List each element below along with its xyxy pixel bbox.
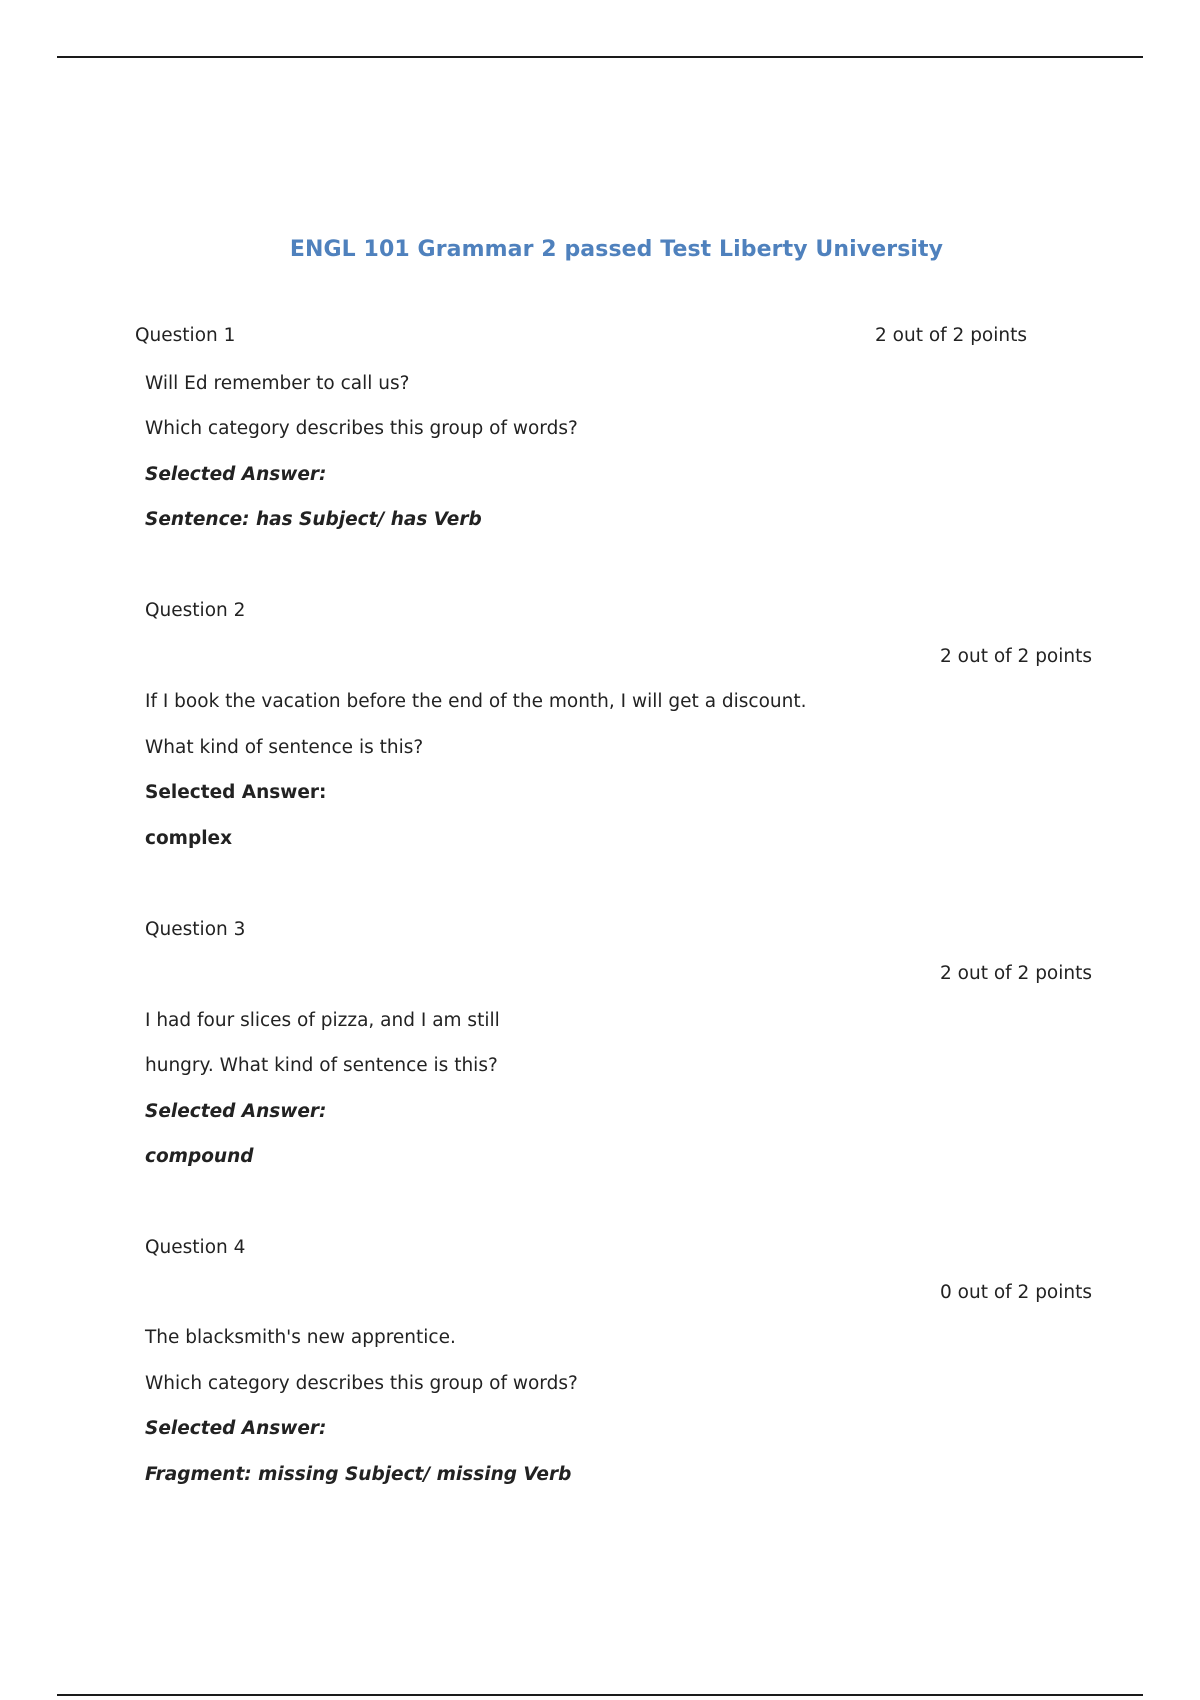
question-1-selected-answer: Sentence: has Subject/ has Verb xyxy=(145,509,482,530)
document-title: ENGL 101 Grammar 2 passed Test Liberty University xyxy=(289,237,944,262)
question-1-question: Which category describes this group of words? xyxy=(145,418,578,439)
question-1-selected-label: Selected Answer: xyxy=(145,464,327,485)
question-3-score: 2 out of 2 points xyxy=(940,963,1093,984)
question-2-score: 2 out of 2 points xyxy=(940,646,1093,667)
question-3-selected-answer: compound xyxy=(145,1146,254,1167)
question-4-selected-label: Selected Answer: xyxy=(145,1418,327,1439)
question-3-question: hungry. What kind of sentence is this? xyxy=(145,1055,498,1076)
question-3-label: Question 3 xyxy=(145,919,246,940)
question-2-selected-answer: complex xyxy=(145,828,233,849)
question-2-prompt: If I book the vacation before the end of the month, I will get a discount. xyxy=(145,691,807,712)
question-3-selected-label: Selected Answer: xyxy=(145,1101,327,1122)
question-4-selected-answer: Fragment: missing Subject/ missing Verb xyxy=(145,1464,572,1485)
question-1-label: Question 1 xyxy=(135,325,236,346)
question-2-selected-label: Selected Answer: xyxy=(145,782,327,803)
question-4-label: Question 4 xyxy=(145,1237,246,1258)
question-3-prompt: I had four slices of pizza, and I am still xyxy=(145,1010,500,1031)
top-rule xyxy=(57,56,1143,58)
question-2-question: What kind of sentence is this? xyxy=(145,737,424,758)
question-4-question: Which category describes this group of words? xyxy=(145,1373,578,1394)
question-1-score: 2 out of 2 points xyxy=(875,325,1028,346)
question-1-prompt: Will Ed remember to call us? xyxy=(145,373,410,394)
question-2-label: Question 2 xyxy=(145,600,246,621)
question-4-prompt: The blacksmith's new apprentice. xyxy=(145,1327,456,1348)
bottom-rule xyxy=(57,1694,1143,1696)
question-4-score: 0 out of 2 points xyxy=(940,1282,1093,1303)
